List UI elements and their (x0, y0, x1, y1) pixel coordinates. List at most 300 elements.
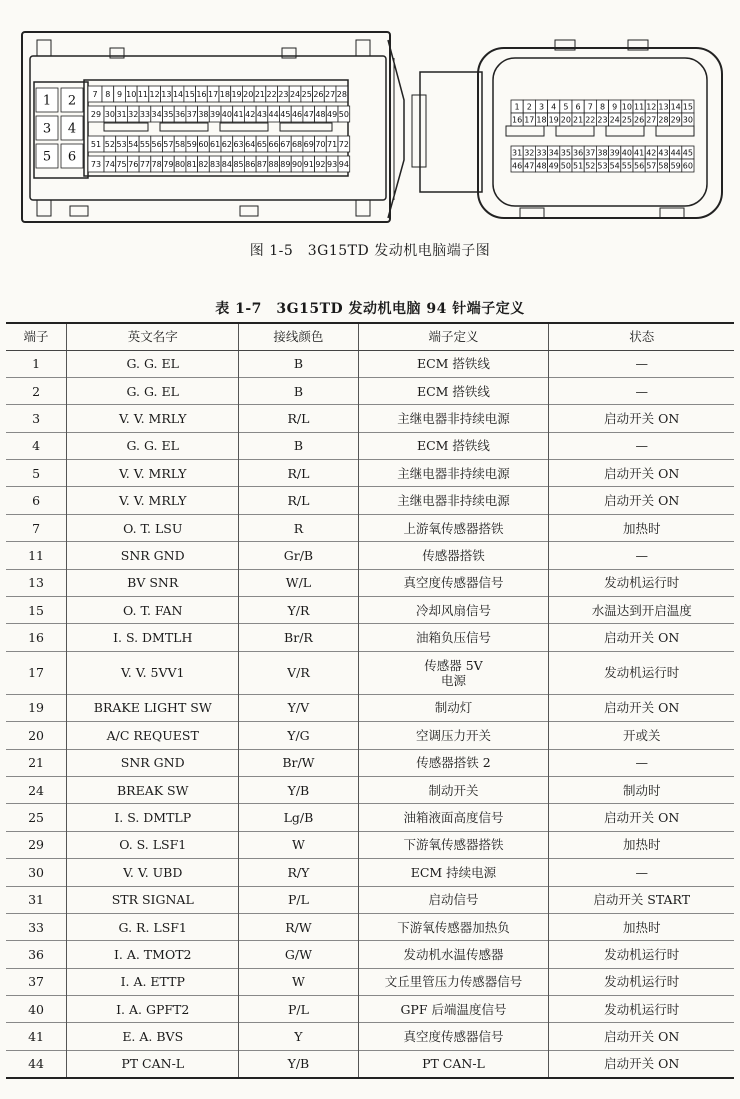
svg-text:6: 6 (575, 102, 581, 112)
pin-18 (219, 86, 231, 102)
svg-text:10: 10 (621, 102, 632, 112)
table-row (6, 624, 734, 651)
pin-32 (127, 106, 139, 122)
definition-cell: 油箱负压信号 (358, 624, 549, 651)
pin-56 (151, 136, 163, 152)
pin-10 (621, 100, 633, 113)
svg-text:87: 87 (256, 159, 268, 169)
english-name-cell: BV SNR (67, 569, 239, 596)
pin-cell: 36 (28, 947, 44, 962)
pin-cell: 33 (28, 919, 44, 935)
svg-text:29: 29 (670, 115, 681, 125)
header-wire-color: 接线颜色 (239, 323, 358, 350)
pin-28 (657, 113, 669, 126)
svg-text:85: 85 (233, 159, 244, 169)
svg-text:36: 36 (573, 148, 584, 158)
status-cell: — (549, 377, 734, 404)
svg-text:15: 15 (184, 89, 195, 99)
status-cell: 启动开关 ON (549, 694, 734, 721)
pin-1 (36, 88, 58, 112)
svg-text:11: 11 (137, 89, 149, 99)
pin-cell: 44 (28, 1056, 44, 1072)
pin-39 (209, 106, 221, 122)
wire-color-cell: Lg/B (239, 804, 358, 831)
definition-cell: ECM 持续电源 (358, 859, 549, 886)
svg-text:54: 54 (128, 139, 139, 149)
definition-cell: 冷却风扇信号 (358, 597, 549, 624)
svg-text:30: 30 (682, 115, 693, 125)
pin-17 (207, 86, 219, 102)
pin-cell: 15 (28, 602, 44, 618)
wire-color-cell: B (239, 432, 358, 459)
svg-text:6: 6 (67, 149, 77, 165)
definition-cell: ECM 搭铁线 (358, 350, 549, 377)
svg-text:32: 32 (524, 148, 535, 158)
table-row (6, 776, 734, 803)
pin-87 (256, 156, 268, 172)
pin-68 (291, 136, 303, 152)
pin-32 (523, 146, 535, 159)
figure-caption: 图 1-5 3G15TD 发动机电脑端子图 (249, 243, 491, 259)
pin-55 (621, 159, 633, 172)
pin-cell: 13 (28, 575, 44, 591)
pin-50 (560, 159, 572, 172)
definition-cell: 上游氧传感器搭铁 (358, 514, 549, 541)
pin-33 (139, 106, 151, 122)
definition-cell: 真空度传感器信号 (358, 569, 549, 596)
status-cell: 启动开关 ON (549, 1023, 734, 1050)
svg-text:57: 57 (646, 161, 657, 171)
pin-79 (163, 156, 175, 172)
status-cell: — (549, 350, 734, 377)
header-definition: 端子定义 (358, 323, 549, 350)
pin-31 (116, 106, 128, 122)
pin-cell: 3 (32, 410, 41, 426)
pin-69 (303, 136, 315, 152)
svg-text:47: 47 (524, 161, 535, 171)
pin-25 (301, 86, 313, 102)
pin-cell: 1 (32, 356, 41, 372)
wire-color-cell: R/L (239, 487, 358, 514)
svg-text:88: 88 (268, 159, 279, 169)
pin-51 (88, 136, 104, 152)
svg-text:65: 65 (256, 139, 268, 149)
pin-46 (511, 159, 523, 172)
svg-text:43: 43 (658, 148, 669, 158)
svg-text:26: 26 (634, 115, 645, 125)
pin-4 (61, 116, 83, 140)
svg-text:33: 33 (536, 148, 547, 158)
svg-text:37: 37 (186, 109, 197, 119)
wire-color-cell: B (239, 377, 358, 404)
svg-text:17: 17 (524, 115, 535, 125)
pin-20 (242, 86, 254, 102)
svg-text:41: 41 (634, 148, 645, 158)
pin-13 (657, 100, 669, 113)
pin-41 (633, 146, 645, 159)
pin-26 (313, 86, 325, 102)
pin-53 (596, 159, 608, 172)
svg-text:72: 72 (338, 139, 349, 149)
table-row (6, 377, 734, 404)
svg-text:60: 60 (682, 161, 693, 171)
pin-38 (198, 106, 210, 122)
wire-color-cell: R/W (239, 913, 358, 940)
english-name-cell: I. S. DMTLP (67, 804, 239, 831)
table-row (6, 941, 734, 968)
pin-19 (231, 86, 243, 102)
pin-72 (338, 136, 350, 152)
svg-text:36: 36 (174, 109, 186, 119)
wire-color-cell: P/L (239, 996, 358, 1023)
svg-text:28: 28 (658, 115, 669, 125)
pin-23 (596, 113, 608, 126)
definition-cell: 发动机水温传感器 (358, 941, 549, 968)
pin-44 (670, 146, 682, 159)
pin-12 (645, 100, 657, 113)
pin-45 (682, 146, 694, 159)
table-row (6, 886, 734, 913)
status-cell: 加热时 (549, 514, 734, 541)
svg-text:14: 14 (172, 89, 184, 99)
pin-86 (244, 156, 256, 172)
pin-11 (137, 86, 149, 102)
svg-text:75: 75 (116, 159, 127, 169)
svg-text:28: 28 (336, 89, 347, 99)
english-name-cell: G. R. LSF1 (67, 913, 239, 940)
pin-3 (36, 116, 58, 140)
svg-text:52: 52 (585, 161, 596, 171)
table-row (6, 542, 734, 569)
table-row (6, 804, 734, 831)
svg-text:46: 46 (291, 109, 303, 119)
status-cell: 制动时 (549, 776, 734, 803)
pin-42 (645, 146, 657, 159)
svg-text:3: 3 (538, 102, 545, 112)
svg-text:20: 20 (560, 115, 571, 125)
pin-9 (114, 86, 126, 102)
pin-15 (682, 100, 694, 113)
pin-cell: 2 (32, 383, 41, 399)
pin-73 (88, 156, 104, 172)
pin-6 (572, 100, 584, 113)
svg-text:55: 55 (621, 161, 632, 171)
wire-color-cell: R/L (239, 460, 358, 487)
english-name-cell: V. V. UBD (67, 859, 239, 886)
pin-43 (256, 106, 268, 122)
pin-74 (104, 156, 116, 172)
svg-text:46: 46 (512, 161, 523, 171)
pin-7 (584, 100, 596, 113)
pin-37 (186, 106, 198, 122)
definition-cell: GPF 后端温度信号 (358, 996, 549, 1023)
svg-text:39: 39 (210, 109, 221, 119)
svg-text:5: 5 (563, 102, 569, 112)
svg-text:89: 89 (280, 159, 291, 169)
svg-text:60: 60 (198, 139, 209, 149)
pin-17 (523, 113, 535, 126)
pin-51 (572, 159, 584, 172)
svg-text:13: 13 (161, 89, 172, 99)
svg-text:8: 8 (105, 89, 111, 99)
pin-59 (670, 159, 682, 172)
wire-color-cell: Gr/B (239, 542, 358, 569)
svg-text:64: 64 (245, 139, 256, 149)
svg-text:41: 41 (233, 109, 244, 119)
svg-text:9: 9 (117, 89, 123, 99)
pin-cell: 40 (28, 1001, 44, 1017)
pin-30 (104, 106, 116, 122)
pin-24 (289, 86, 301, 102)
pin-9 (609, 100, 621, 113)
status-cell: 启动开关 ON (549, 487, 734, 514)
pin-cell: 20 (28, 727, 44, 743)
status-cell: 水温达到开启温度 (549, 597, 734, 624)
status-cell: 启动开关 START (549, 886, 734, 913)
status-cell: 启动开关 ON (549, 804, 734, 831)
pin-13 (161, 86, 173, 102)
pin-36 (174, 106, 186, 122)
svg-text:12: 12 (149, 89, 160, 99)
pin-cell: 29 (28, 837, 44, 853)
pin-14 (172, 86, 184, 102)
english-name-cell: V. V. MRLY (67, 405, 239, 432)
svg-text:9: 9 (612, 102, 618, 112)
pin-8 (102, 86, 114, 102)
table-row (6, 749, 734, 776)
pin-cell: 37 (28, 974, 44, 990)
pin-29 (88, 106, 104, 122)
pin-57 (645, 159, 657, 172)
table-row (6, 968, 734, 995)
pin-50 (338, 106, 350, 122)
svg-text:1: 1 (42, 93, 52, 109)
status-cell: — (549, 859, 734, 886)
wire-color-cell: Y/R (239, 597, 358, 624)
table-row (6, 913, 734, 940)
pin-3 (535, 100, 547, 113)
english-name-cell: G. G. EL (67, 377, 239, 404)
svg-text:45: 45 (280, 109, 291, 119)
pin-27 (645, 113, 657, 126)
pin-71 (326, 136, 338, 152)
svg-text:24: 24 (609, 115, 620, 125)
pin-26 (633, 113, 645, 126)
svg-text:49: 49 (548, 161, 559, 171)
table-row (6, 996, 734, 1023)
svg-text:27: 27 (646, 115, 657, 125)
svg-text:58: 58 (174, 139, 186, 149)
pin-23 (278, 86, 290, 102)
wire-color-cell: Y/V (239, 694, 358, 721)
svg-text:40: 40 (621, 148, 632, 158)
definition-cell: 下游氧传感器搭铁 (358, 831, 549, 858)
svg-text:8: 8 (599, 102, 606, 112)
english-name-cell: STR SIGNAL (67, 886, 239, 913)
pin-63 (233, 136, 245, 152)
definition-cell: 主继电器非持续电源 (358, 487, 549, 514)
svg-text:82: 82 (198, 159, 209, 169)
svg-text:4: 4 (551, 102, 557, 112)
definition-cell: 下游氧传感器加热负 (358, 913, 549, 940)
svg-text:20: 20 (243, 89, 254, 99)
svg-text:34: 34 (548, 148, 559, 158)
svg-text:49: 49 (327, 109, 338, 119)
pin-25 (621, 113, 633, 126)
svg-text:42: 42 (646, 148, 657, 158)
svg-text:55: 55 (139, 139, 151, 149)
pin-1 (511, 100, 523, 113)
svg-text:2: 2 (526, 102, 532, 112)
svg-text:4: 4 (67, 121, 77, 137)
svg-text:48: 48 (536, 161, 547, 171)
svg-text:12: 12 (646, 102, 657, 112)
english-name-cell: BRAKE LIGHT SW (67, 694, 239, 721)
pin-89 (280, 156, 292, 172)
svg-text:94: 94 (338, 159, 349, 169)
wire-color-cell: Br/W (239, 749, 358, 776)
svg-text:54: 54 (609, 161, 620, 171)
pin-92 (315, 156, 327, 172)
svg-text:19: 19 (548, 115, 559, 125)
svg-text:53: 53 (116, 139, 127, 149)
wire-color-cell: Y/B (239, 776, 358, 803)
pin-4 (548, 100, 560, 113)
svg-text:50: 50 (560, 161, 571, 171)
status-cell: 加热时 (549, 913, 734, 940)
svg-text:25: 25 (301, 89, 312, 99)
svg-text:79: 79 (163, 159, 174, 169)
svg-text:26: 26 (313, 89, 324, 99)
pin-5 (560, 100, 572, 113)
pin-cell: 21 (28, 755, 44, 771)
pin-cell: 31 (28, 892, 44, 908)
svg-text:77: 77 (139, 159, 151, 169)
table-header-row (6, 323, 734, 350)
pin-52 (584, 159, 596, 172)
english-name-cell: I. A. GPFT2 (67, 996, 239, 1023)
pin-14 (670, 100, 682, 113)
svg-text:69: 69 (303, 139, 314, 149)
pin-36 (572, 146, 584, 159)
pin-29 (670, 113, 682, 126)
table-row (6, 514, 734, 541)
status-cell: — (549, 432, 734, 459)
pin-41 (233, 106, 245, 122)
pin-47 (303, 106, 315, 122)
svg-text:17: 17 (208, 89, 219, 99)
svg-text:56: 56 (151, 139, 162, 149)
svg-text:16: 16 (196, 89, 207, 99)
definition-cell: 主继电器非持续电源 (358, 460, 549, 487)
definition-cell: 主继电器非持续电源 (358, 405, 549, 432)
svg-text:59: 59 (186, 139, 197, 149)
pin-48 (535, 159, 547, 172)
svg-text:3: 3 (42, 121, 52, 137)
pin-8 (596, 100, 608, 113)
pin-38 (596, 146, 608, 159)
english-name-cell: O. T. FAN (67, 597, 239, 624)
wire-color-cell: Y/G (239, 722, 358, 749)
pin-12 (149, 86, 161, 102)
definition-cell: 制动灯 (358, 694, 549, 721)
table-row (6, 859, 734, 886)
wire-color-cell: V/R (239, 651, 358, 694)
svg-text:51: 51 (573, 161, 584, 171)
definition-cell: ECM 搭铁线 (358, 432, 549, 459)
table-row (6, 569, 734, 596)
svg-text:38: 38 (198, 109, 209, 119)
pin-39 (609, 146, 621, 159)
pin-19 (548, 113, 560, 126)
svg-text:92: 92 (315, 159, 326, 169)
svg-text:83: 83 (210, 159, 221, 169)
wire-color-cell: P/L (239, 886, 358, 913)
definition-cell: 传感器 5V 电源 (358, 651, 549, 694)
pin-definition-table (6, 322, 734, 1079)
pin-40 (621, 146, 633, 159)
table-row (6, 487, 734, 514)
pin-67 (280, 136, 292, 152)
english-name-cell: V. V. MRLY (67, 487, 239, 514)
svg-text:31: 31 (512, 148, 523, 158)
pin-31 (511, 146, 523, 159)
svg-text:25: 25 (621, 115, 632, 125)
svg-text:48: 48 (315, 109, 326, 119)
wire-color-cell: W (239, 968, 358, 995)
pin-cell: 4 (32, 438, 41, 454)
svg-text:23: 23 (278, 89, 289, 99)
svg-text:40: 40 (221, 109, 232, 119)
pin-34 (548, 146, 560, 159)
pin-55 (139, 136, 151, 152)
definition-cell: ECM 搭铁线 (358, 377, 549, 404)
pin-64 (244, 136, 256, 152)
english-name-cell: SNR GND (67, 542, 239, 569)
table-row (6, 597, 734, 624)
svg-text:11: 11 (634, 102, 645, 112)
pin-16 (196, 86, 208, 102)
status-cell: 发动机运行时 (549, 968, 734, 995)
pin-54 (609, 159, 621, 172)
svg-text:56: 56 (634, 161, 645, 171)
svg-text:84: 84 (221, 159, 232, 169)
pin-cell: 11 (28, 547, 44, 563)
definition-cell: 启动信号 (358, 886, 549, 913)
pin-27 (324, 86, 336, 102)
svg-text:27: 27 (325, 89, 336, 99)
pin-81 (186, 156, 198, 172)
svg-text:52: 52 (104, 139, 115, 149)
pin-93 (326, 156, 338, 172)
pin-cell: 17 (28, 665, 44, 681)
svg-text:16: 16 (512, 115, 523, 125)
table-body (6, 350, 734, 1078)
status-cell: — (549, 749, 734, 776)
svg-text:61: 61 (210, 139, 221, 149)
english-name-cell: V. V. 5VV1 (67, 651, 239, 694)
svg-text:67: 67 (280, 139, 291, 149)
pin-44 (268, 106, 280, 122)
pin-77 (139, 156, 151, 172)
svg-text:51: 51 (90, 139, 102, 149)
pin-cell: 19 (28, 700, 44, 716)
svg-text:21: 21 (573, 115, 584, 125)
svg-text:35: 35 (560, 148, 571, 158)
pin-62 (221, 136, 233, 152)
wire-color-cell: W (239, 831, 358, 858)
pin-2 (523, 100, 535, 113)
